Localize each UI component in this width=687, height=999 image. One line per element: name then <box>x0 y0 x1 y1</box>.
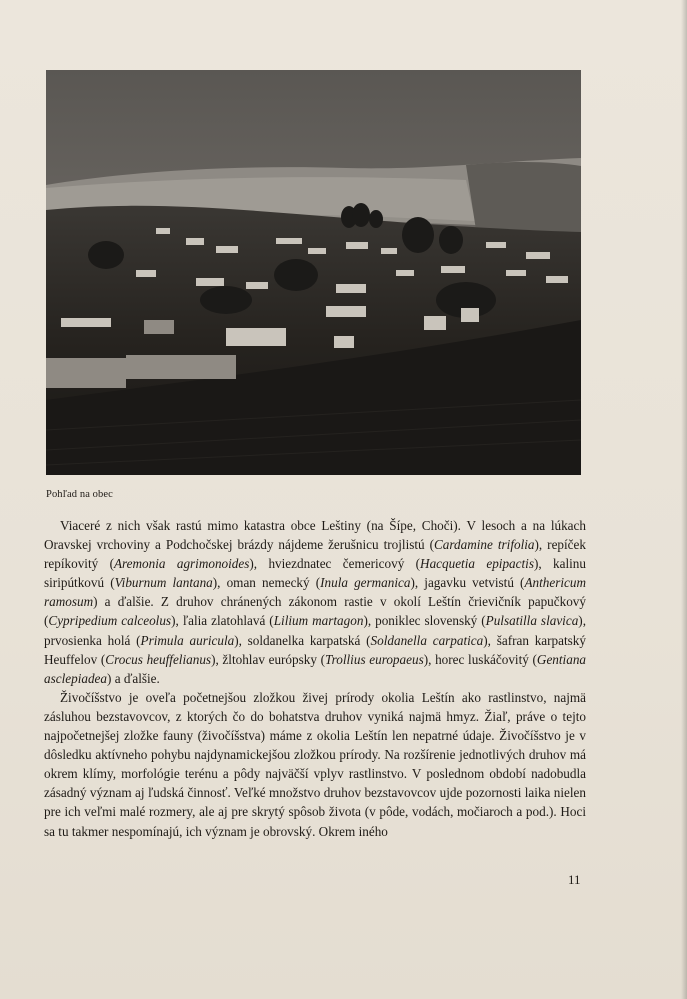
text-run: ), žltohlav európsky ( <box>211 651 326 667</box>
village-photograph <box>46 70 581 475</box>
latin-name: Viburnum lantana <box>114 575 213 591</box>
page-edge-shadow <box>681 0 687 999</box>
latin-name: Cardamine trifolia <box>434 537 535 553</box>
latin-name: Cypripedium calceolus <box>48 613 172 629</box>
text-run: Živočíšstvo je oveľa početnejšou zložkou živej prírody okolia Leštín ako rastlinstvo, najmä zásluhou bezstavovcov, z ktorých čo do bohatstva druhov vyniká najmä hmyz. Žiaľ, práve o tejto najpočetnejšej zložke fauny (živočíšstva) máme z okolia Leštín len nepatrné údaje. Živočíšstvo je v dôsledku aktívneho pohybu najdynamickejšou zložkou prírody. Na rozšírenie jednotlivých druhov má okrem klímy, morfológie terénu a pôdy najväčší vplyv rastlinstvo. V poslednom období nadobudla zásadný význam aj ľudská činnosť. Veľké množstvo druhov bezstavovcov ujde pozornosti laika nielen pre ich veľmi malé rozmery, ale aj pre skrytý spôsob života (v pôde, vodách, močiaroch a pod.). Hoci sa tu takmer nespomínajú, ich význam je obrovský. Okrem iného <box>44 689 586 839</box>
latin-name: Inula germanica <box>320 575 411 591</box>
text-run: ) a ďalšie. <box>107 670 160 686</box>
text-run: ) a ďalšie. Z druhov chránených zákonom rastie v okolí Leštín črievičník papučkový ( <box>44 594 586 629</box>
text-run: ), soldanelka karpatská ( <box>234 632 371 648</box>
text-run: ), hviezdnatec čemericový ( <box>249 556 421 572</box>
latin-name: Gentiana asclepiadea <box>44 651 587 686</box>
photo-caption: Pohľad na obec <box>46 489 113 500</box>
paragraph <box>44 688 586 841</box>
latin-name: Trollius europaeus <box>325 651 424 667</box>
latin-name: Pulsatilla slavica <box>485 613 579 629</box>
latin-name: Hacquetia epipactis <box>420 556 534 572</box>
latin-name: Lilium martagon <box>273 613 364 629</box>
text-run: ), jagavku vetvistú ( <box>410 575 525 591</box>
page-number: 11 <box>568 872 581 887</box>
text-run: ), oman nemecký ( <box>212 575 321 591</box>
text-run: ), šafran karpatský Heuffelov ( <box>44 632 586 667</box>
text-run: ), ľalia zlatohlavá ( <box>171 613 274 629</box>
latin-name: Primula auricula <box>140 632 235 648</box>
body-text <box>44 516 586 841</box>
text-run: Viaceré z nich však rastú mimo katastra obce Leštiny (na Šípe, Choči). V lesoch a na lúkach Oravskej vrchoviny a Podchočskej brázdy nájdeme žerušnicu trojlistú ( <box>44 518 586 553</box>
latin-name: Anthericum ramosum <box>44 575 586 610</box>
latin-name: Soldanella carpatica <box>370 632 484 648</box>
latin-name: Aremonia agrimonoides <box>113 556 250 572</box>
text-run: ), kalinu siripútkovú ( <box>44 556 586 591</box>
latin-name: Crocus heuffelianus <box>105 651 212 667</box>
text-run: ), repíček repíkovitý ( <box>44 537 586 572</box>
text-run: ), horec luskáčovitý ( <box>423 651 537 667</box>
text-run: ), prvosienka holá ( <box>44 613 586 648</box>
text-run: ), poniklec slovenský ( <box>363 613 486 629</box>
paragraph <box>44 516 586 688</box>
